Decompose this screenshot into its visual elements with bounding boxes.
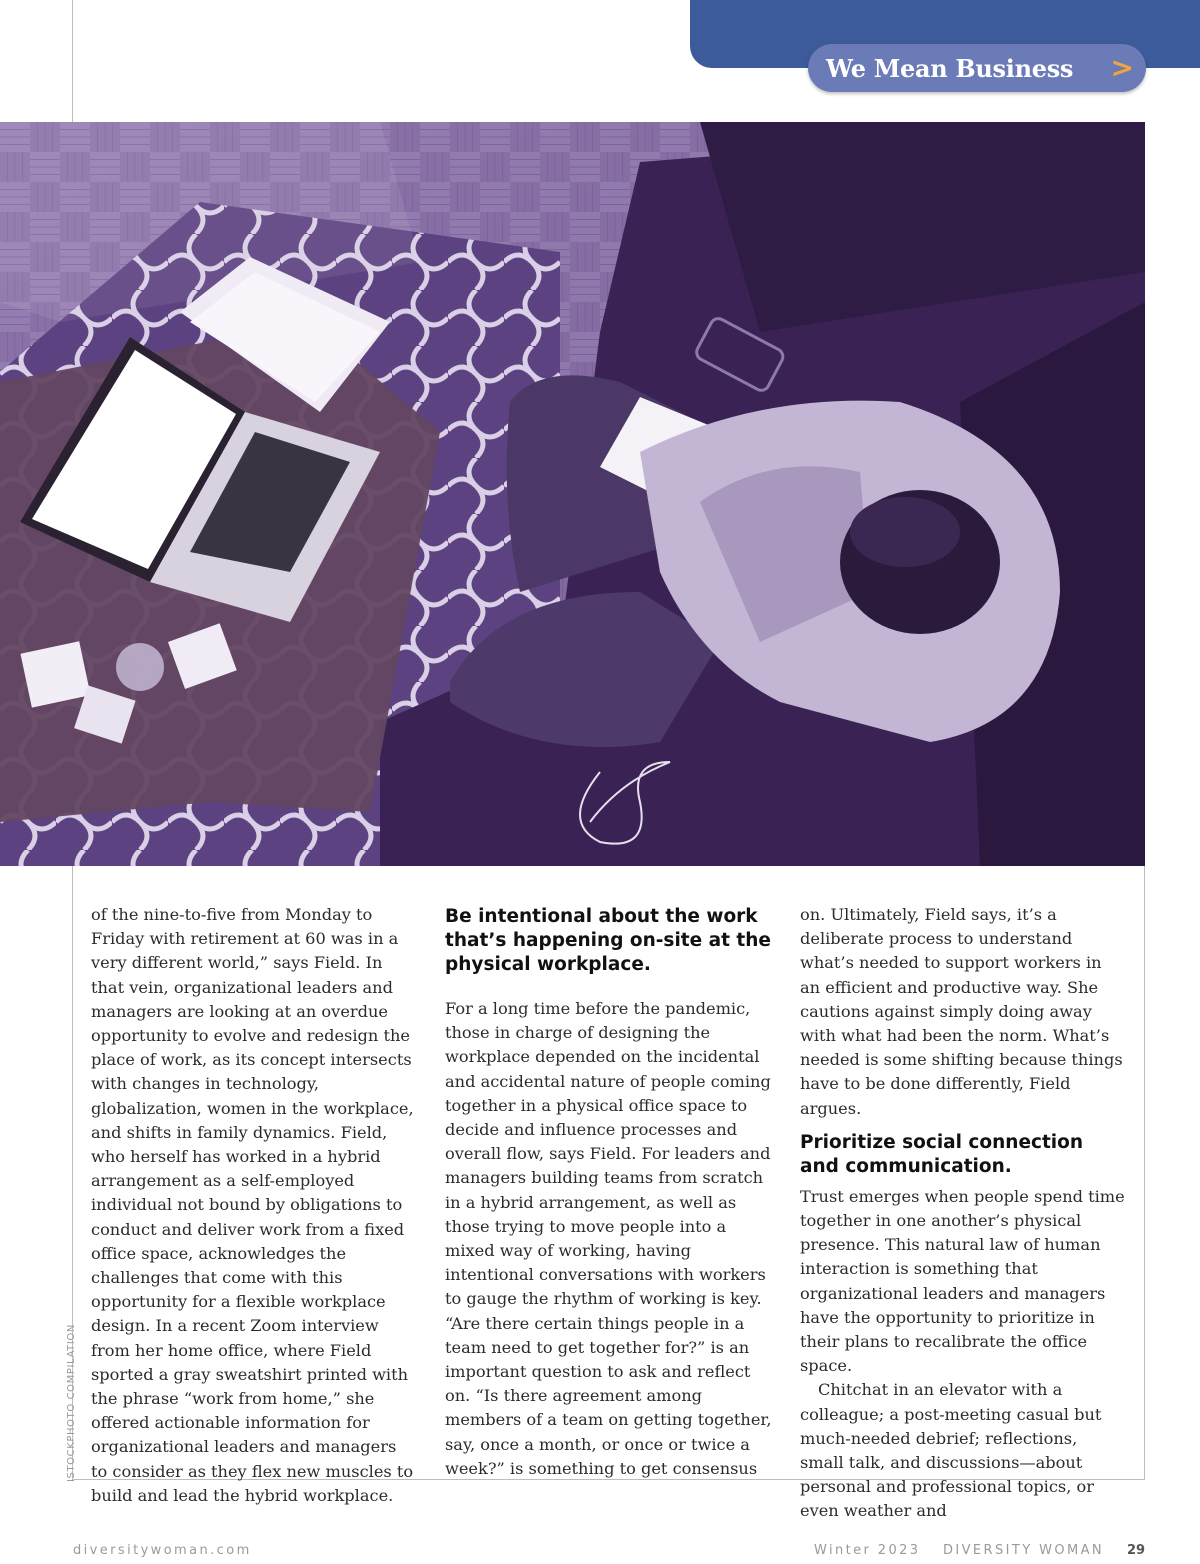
paragraph: For a long time before the pandemic, those in charge of designing the workplace depended on the incidental and accidental nature of people coming together in a physical office space to decide and influence processes and overall flow, says Field. For leaders and managers building teams from scratch in a hybrid arrangement, as well as those trying to move people into a mixed way of working, having intentional conversations with workers to gauge the rhythm of working is key. “Are there certain things people in a team need to get together for?” is an important question to ask and reflect on. “Is there agreement among members of a team on getting together, say, once a month, or once or twice a week?” is something to get consensus [445, 999, 772, 1478]
hero-photo [0, 122, 1145, 866]
text-column-3 [800, 903, 1126, 1524]
text-column-2 [445, 903, 775, 1481]
section-label-pill[interactable] [808, 44, 1146, 92]
text-column-1 [91, 903, 416, 1508]
footer-issue: Winter 2023 [814, 1543, 921, 1558]
chevron-right-icon: > [1110, 51, 1134, 84]
subheading-intentional: Be intentional about the work that’s happening on-site at the physical workplace. [445, 906, 771, 975]
section-label: We Mean Business [826, 53, 1074, 83]
paragraph: on. Ultimately, Field says, it’s a deliberate process to understand what’s needed to support workers in an efficient and productive way. She cautions against simply doing away with what had been the norm. What’s needed is some shifting because things have to be done differently, Field argues. [800, 905, 1123, 1118]
footer-magazine-name: DIVERSITY WOMAN [943, 1543, 1105, 1558]
paragraph: Chitchat in an elevator with a colleague; a post-meeting casual but much-needed debrief; reflections, small talk, and discussions—about personal and professional topics, or even weather and [800, 1380, 1102, 1521]
subheading-social-connection: Prioritize social connection and communication. [800, 1131, 1084, 1177]
paragraph: Trust emerges when people spend time together in one another’s physical presence. This natural law of human interaction is something that organizational leaders and managers have the opportunity to prioritize in their plans to recalibrate the office space. [800, 1186, 1125, 1376]
paragraph: of the nine-to-five from Monday to Friday with retirement at 60 was in a very different world,” says Field. In that vein, organizational leaders and managers are looking at an overdue opportunity to evolve and redesign the place of work, as its concept intersects with changes in technology, globalization, women in the workplace, and shifts in family dynamics. Field, who herself has worked in a hybrid arrangement as a self-employed individual not bound by obligations to conduct and deliver work from a fixed office space, acknowledges the challenges that come with this opportunity for a flexible workplace design. In a recent Zoom interview from her home office, where Field sported a gray sweatshirt printed with the phrase “work from home,” she offered actionable information for organizational leaders and managers to consider as they flex new muscles to build and lead the hybrid workplace. [91, 905, 414, 1505]
frame-rule-top [72, 0, 73, 122]
page-number: 29 [1127, 1543, 1146, 1558]
photo-credit: ISTOCKPHOTO COMPILATION [66, 1324, 77, 1482]
footer-website[interactable]: diversitywoman.com [73, 1543, 252, 1558]
